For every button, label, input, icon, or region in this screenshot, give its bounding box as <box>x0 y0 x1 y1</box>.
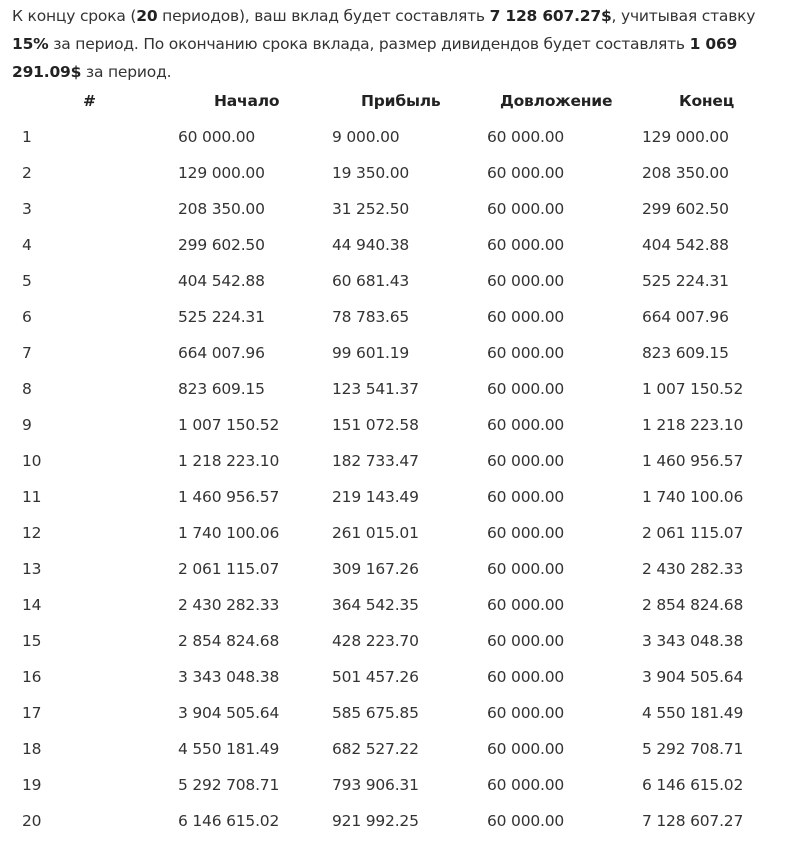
summary-periods: 20 <box>136 7 158 25</box>
cell-period-number: 14 <box>22 596 42 614</box>
cell-start: 5 292 708.71 <box>178 776 280 794</box>
cell-end: 3 343 048.38 <box>642 632 744 650</box>
cell-end: 2 430 282.33 <box>642 560 744 578</box>
cell-end: 6 146 615.02 <box>642 776 744 794</box>
table-header-row <box>12 83 792 119</box>
cell-period-number: 10 <box>22 452 42 470</box>
cell-start: 2 854 824.68 <box>178 632 280 650</box>
header-period-number: # <box>83 92 96 110</box>
cell-profit: 19 350.00 <box>332 164 410 182</box>
cell-end: 208 350.00 <box>642 164 729 182</box>
result-summary <box>12 2 792 86</box>
cell-start: 823 609.15 <box>178 380 265 398</box>
cell-period-number: 18 <box>22 740 42 758</box>
table-row <box>12 119 792 155</box>
cell-period-number: 19 <box>22 776 42 794</box>
cell-end: 129 000.00 <box>642 128 729 146</box>
deposit-schedule-table <box>12 83 792 839</box>
summary-total: 7 128 607.27$ <box>489 7 612 25</box>
cell-start: 404 542.88 <box>178 272 265 290</box>
cell-additional-deposit: 60 000.00 <box>487 632 565 650</box>
cell-profit: 309 167.26 <box>332 560 419 578</box>
cell-profit: 60 681.43 <box>332 272 410 290</box>
cell-start: 3 904 505.64 <box>178 704 280 722</box>
cell-period-number: 2 <box>22 164 32 182</box>
table-row <box>12 227 792 263</box>
cell-end: 2 854 824.68 <box>642 596 744 614</box>
cell-start: 1 460 956.57 <box>178 488 280 506</box>
cell-additional-deposit: 60 000.00 <box>487 596 565 614</box>
cell-additional-deposit: 60 000.00 <box>487 560 565 578</box>
summary-text-4: за период. По окончанию срока вклада, размер дивидендов будет составлять <box>48 35 690 53</box>
cell-start: 2 061 115.07 <box>178 560 280 578</box>
header-end: Конец <box>679 92 735 110</box>
cell-start: 208 350.00 <box>178 200 265 218</box>
cell-additional-deposit: 60 000.00 <box>487 668 565 686</box>
table-row <box>12 659 792 695</box>
cell-end: 664 007.96 <box>642 308 729 326</box>
cell-profit: 793 906.31 <box>332 776 419 794</box>
header-start: Начало <box>214 92 280 110</box>
cell-start: 3 343 048.38 <box>178 668 280 686</box>
cell-profit: 501 457.26 <box>332 668 419 686</box>
cell-profit: 428 223.70 <box>332 632 419 650</box>
cell-period-number: 6 <box>22 308 32 326</box>
summary-text-1: К концу срока ( <box>12 7 137 25</box>
header-additional-deposit: Довложение <box>500 92 613 110</box>
cell-start: 6 146 615.02 <box>178 812 280 830</box>
cell-start: 1 007 150.52 <box>178 416 280 434</box>
table-row <box>12 263 792 299</box>
cell-period-number: 11 <box>22 488 42 506</box>
cell-additional-deposit: 60 000.00 <box>487 236 565 254</box>
cell-profit: 682 527.22 <box>332 740 419 758</box>
cell-additional-deposit: 60 000.00 <box>487 524 565 542</box>
cell-additional-deposit: 60 000.00 <box>487 128 565 146</box>
table-row <box>12 515 792 551</box>
cell-profit: 44 940.38 <box>332 236 410 254</box>
cell-period-number: 12 <box>22 524 42 542</box>
cell-period-number: 3 <box>22 200 32 218</box>
cell-profit: 921 992.25 <box>332 812 419 830</box>
table-row <box>12 551 792 587</box>
cell-additional-deposit: 60 000.00 <box>487 776 565 794</box>
cell-additional-deposit: 60 000.00 <box>487 164 565 182</box>
cell-profit: 31 252.50 <box>332 200 410 218</box>
cell-end: 3 904 505.64 <box>642 668 744 686</box>
cell-additional-deposit: 60 000.00 <box>487 272 565 290</box>
cell-end: 525 224.31 <box>642 272 729 290</box>
summary-dividend: 1 069 291.09$ <box>12 35 738 81</box>
table-row <box>12 587 792 623</box>
cell-additional-deposit: 60 000.00 <box>487 380 565 398</box>
table-row <box>12 623 792 659</box>
table-row <box>12 803 792 839</box>
cell-start: 2 430 282.33 <box>178 596 280 614</box>
cell-end: 1 007 150.52 <box>642 380 744 398</box>
cell-end: 5 292 708.71 <box>642 740 744 758</box>
table-row <box>12 443 792 479</box>
cell-end: 404 542.88 <box>642 236 729 254</box>
cell-start: 1 740 100.06 <box>178 524 280 542</box>
table-row <box>12 695 792 731</box>
table-row <box>12 191 792 227</box>
cell-profit: 182 733.47 <box>332 452 419 470</box>
cell-end: 7 128 607.27 <box>642 812 744 830</box>
cell-end: 4 550 181.49 <box>642 704 744 722</box>
summary-rate: 15% <box>12 35 49 53</box>
header-profit: Прибыль <box>361 92 441 110</box>
cell-profit: 585 675.85 <box>332 704 419 722</box>
cell-end: 2 061 115.07 <box>642 524 744 542</box>
cell-period-number: 1 <box>22 128 32 146</box>
cell-end: 823 609.15 <box>642 344 729 362</box>
cell-additional-deposit: 60 000.00 <box>487 416 565 434</box>
cell-start: 664 007.96 <box>178 344 265 362</box>
cell-additional-deposit: 60 000.00 <box>487 740 565 758</box>
cell-additional-deposit: 60 000.00 <box>487 344 565 362</box>
cell-period-number: 5 <box>22 272 32 290</box>
cell-additional-deposit: 60 000.00 <box>487 308 565 326</box>
cell-additional-deposit: 60 000.00 <box>487 200 565 218</box>
table-row <box>12 155 792 191</box>
table-row <box>12 731 792 767</box>
summary-text-3: , учитывая ставку <box>611 7 756 25</box>
cell-period-number: 13 <box>22 560 42 578</box>
cell-period-number: 17 <box>22 704 42 722</box>
cell-period-number: 8 <box>22 380 32 398</box>
cell-end: 1 460 956.57 <box>642 452 744 470</box>
cell-additional-deposit: 60 000.00 <box>487 488 565 506</box>
table-row <box>12 407 792 443</box>
table-row <box>12 479 792 515</box>
summary-text-2: периодов), ваш вклад будет составлять <box>157 7 490 25</box>
summary-text-5: за период. <box>81 63 172 81</box>
cell-start: 525 224.31 <box>178 308 265 326</box>
cell-period-number: 16 <box>22 668 42 686</box>
cell-start: 1 218 223.10 <box>178 452 280 470</box>
cell-profit: 123 541.37 <box>332 380 419 398</box>
cell-period-number: 15 <box>22 632 42 650</box>
cell-profit: 9 000.00 <box>332 128 400 146</box>
cell-profit: 99 601.19 <box>332 344 410 362</box>
cell-period-number: 7 <box>22 344 32 362</box>
cell-additional-deposit: 60 000.00 <box>487 812 565 830</box>
cell-start: 4 550 181.49 <box>178 740 280 758</box>
cell-additional-deposit: 60 000.00 <box>487 452 565 470</box>
cell-period-number: 4 <box>22 236 32 254</box>
table-body <box>12 119 792 839</box>
cell-additional-deposit: 60 000.00 <box>487 704 565 722</box>
table-row <box>12 299 792 335</box>
cell-profit: 219 143.49 <box>332 488 419 506</box>
cell-start: 129 000.00 <box>178 164 265 182</box>
cell-profit: 78 783.65 <box>332 308 410 326</box>
cell-profit: 261 015.01 <box>332 524 419 542</box>
cell-end: 1 218 223.10 <box>642 416 744 434</box>
cell-end: 1 740 100.06 <box>642 488 744 506</box>
table-row <box>12 767 792 803</box>
cell-period-number: 9 <box>22 416 32 434</box>
table-row <box>12 335 792 371</box>
cell-profit: 151 072.58 <box>332 416 419 434</box>
table-row <box>12 371 792 407</box>
cell-start: 299 602.50 <box>178 236 265 254</box>
cell-start: 60 000.00 <box>178 128 256 146</box>
cell-period-number: 20 <box>22 812 42 830</box>
cell-end: 299 602.50 <box>642 200 729 218</box>
cell-profit: 364 542.35 <box>332 596 419 614</box>
